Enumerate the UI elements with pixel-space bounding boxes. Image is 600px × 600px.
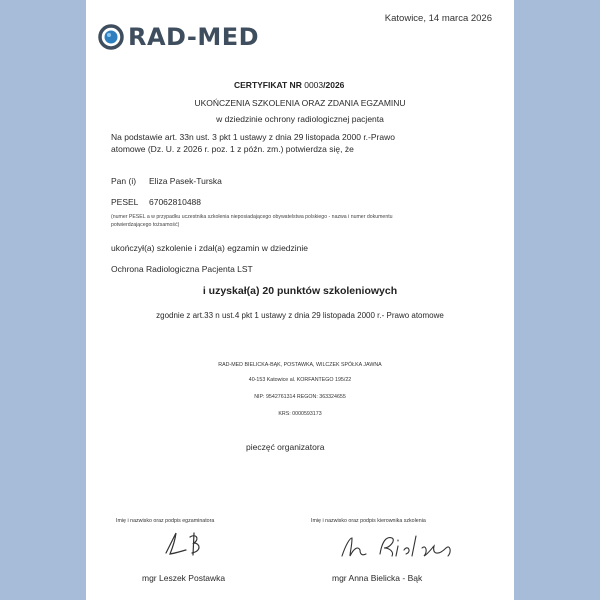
completion-statement: ukończył(a) szkolenie i zdał(a) egzamin w dziedzinie: [111, 243, 309, 253]
certificate-number: 0003: [304, 80, 324, 90]
manager-signature: [338, 530, 458, 564]
training-domain: Ochrona Radiologiczna Pacjenta LST: [111, 264, 253, 274]
organizer-nip-regon: NIP: 9542761314 REGON: 363324655: [254, 394, 346, 400]
certificate-title: [234, 80, 344, 90]
rad-med-logo-icon: [98, 24, 124, 50]
company-logo: [98, 22, 259, 52]
person-label: Pan (i): [111, 176, 137, 186]
certificate-title-label: CERTYFIKAT NR: [234, 80, 302, 90]
organizer-address: 40-153 Katowice al. KORFANTEGO 195/22: [248, 377, 352, 383]
pesel-note-line-2: potwierdzającego tożsamość): [111, 222, 180, 228]
examiner-caption: Imię i nazwisko oraz podpis egzaminatora: [116, 518, 215, 524]
organizer-krs: KRS: 0000593173: [278, 411, 322, 417]
person-name: Eliza Pasek-Turska: [149, 176, 222, 186]
legal-basis-line-1: Na podstawie art. 33n ust. 3 pkt 1 ustawy z dnia 29 listopada 2000 r.-Prawo: [111, 132, 395, 142]
issue-date: Katowice, 14 marca 2026: [384, 13, 492, 24]
pesel-value: 67062810488: [149, 197, 202, 207]
certificate-year: /2026: [323, 80, 345, 90]
examiner-name: mgr Leszek Postawka: [142, 573, 226, 583]
certificate-field: w dziedzinie ochrony radiologicznej pacjenta: [216, 114, 384, 124]
training-points: i uzyskał(a) 20 punktów szkoleniowych: [202, 285, 398, 297]
organizer-name: RAD-MED BIELICKA-BĄK, POSTAWKA, WILCZEK SPÓŁKA JAWNA: [218, 362, 382, 368]
certificate-page: [86, 0, 514, 600]
manager-caption: Imię i nazwisko oraz podpis kierownika szkolenia: [311, 518, 426, 524]
logo-text: RAD-MED: [128, 23, 260, 51]
legal-reference: zgodnie z art.33 n ust.4 pkt 1 ustawy z dnia 29 listopada 2000 r.- Prawo atomowe: [156, 311, 444, 320]
legal-basis-line-2: atomowe (Dz. U. z 2026 r. poz. 1 z późn. zm.) potwierdza się, że: [111, 144, 354, 154]
organizer-seal-label: pieczęć organizatora: [246, 442, 325, 452]
pesel-label: PESEL: [111, 197, 139, 207]
certificate-subtitle: UKOŃCZENIA SZKOLENIA ORAZ ZDANIA EGZAMINU: [194, 98, 406, 108]
pesel-note-line-1: (numer PESEL a w przypadku uczestnika szkolenia nieposiadającego obywatelstwa polskiego - nazwa i numer dokumentu: [111, 214, 393, 220]
manager-name: mgr Anna Bielicka - Bąk: [332, 573, 423, 583]
examiner-signature: [160, 527, 220, 559]
